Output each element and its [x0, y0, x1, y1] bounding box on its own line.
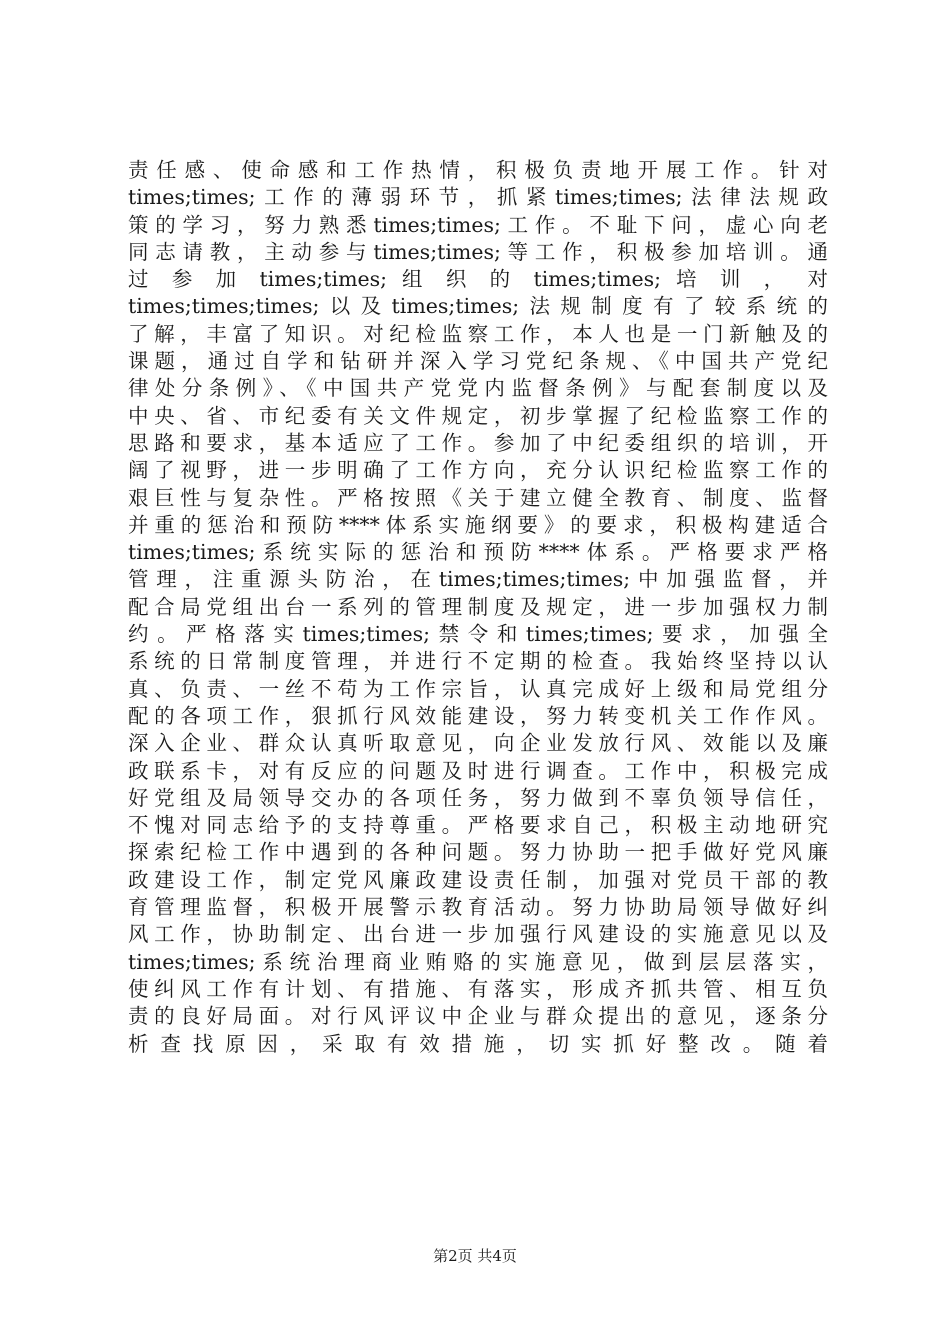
- text-line: 阔了视野，进一步明确了工作方向，充分认识纪检监察工作的: [128, 458, 828, 483]
- text-line: 中央、省、市纪委有关文件规定，初步掌握了纪检监察工作的: [128, 403, 828, 428]
- text-line: 政联系卡，对有反应的问题及时进行调查。工作中，积极完成: [128, 758, 828, 783]
- text-line: 过 参 加 times;times; 组 织 的 times;times; 培 训 ， 对: [128, 267, 828, 292]
- text-line: 责的良好局面。对行风评议中企业与群众提出的意见，逐条分: [128, 1004, 828, 1029]
- text-line: 律处分条例》、《中国共产党党内监督条例》与配套制度以及: [128, 376, 828, 401]
- text-line: times;times;工作的薄弱环节，抓紧times;times;法律法规政: [128, 185, 828, 210]
- text-line: 使纠风工作有计划、有措施、有落实，形成齐抓共管、相互负: [128, 976, 828, 1001]
- text-line: 深入企业、群众认真听取意见，向企业发放行风、效能以及廉: [128, 731, 828, 756]
- text-line: 课题，通过自学和钻研并深入学习党纪条规、《中国共产党纪: [128, 349, 828, 374]
- text-line: 约。严格落实times;times;禁令和times;times;要求，加强全: [128, 622, 828, 647]
- text-line: times;times;系统治理商业贿赂的实施意见，做到层层落实，: [128, 949, 828, 974]
- text-line: 了解，丰富了知识。对纪检监察工作，本人也是一门新触及的: [128, 321, 828, 346]
- text-line: 育管理监督，积极开展警示教育活动。努力协助局领导做好纠: [128, 895, 828, 920]
- text-line: 同志请教，主动参与times;times;等工作，积极参加培训。通: [128, 239, 828, 264]
- text-line: 艰巨性与复杂性。严格按照《关于建立健全教育、制度、监督: [128, 485, 828, 510]
- text-line: 不愧对同志给予的支持尊重。严格要求自己，积极主动地研究: [128, 813, 828, 838]
- text-line: 思路和要求，基本适应了工作。参加了中纪委组织的培训，开: [128, 430, 828, 455]
- text-line: 探索纪检工作中遇到的各种问题。努力协助一把手做好党风廉: [128, 840, 828, 865]
- text-line: 配的各项工作，狠抓行风效能建设，努力转变机关工作作风。: [128, 703, 828, 728]
- text-line: 析 查 找 原 因 ， 采 取 有 效 措 施 ， 切 实 抓 好 整 改 。 随 着: [128, 1031, 828, 1056]
- text-line: 系统的日常制度管理，并进行不定期的检查。我始终坚持以认: [128, 649, 828, 674]
- text-line: times;times;系统实际的惩治和预防****体系。严格要求严格: [128, 540, 828, 565]
- text-line: 真、负责、一丝不苟为工作宗旨，认真完成好上级和局党组分: [128, 676, 828, 701]
- text-line: 风工作，协助制定、出台进一步加强行风建设的实施意见以及: [128, 922, 828, 947]
- text-line: 管理，注重源头防治，在times;times;times;中加强监督，并: [128, 567, 828, 592]
- text-line: 政建设工作，制定党风廉政建设责任制，加强对党员干部的教: [128, 867, 828, 892]
- body-text: [128, 157, 828, 1058]
- text-line: 配合局党组出台一系列的管理制度及规定，进一步加强权力制: [128, 594, 828, 619]
- text-line: 好党组及局领导交办的各项任务，努力做到不辜负领导信任，: [128, 785, 828, 810]
- text-line: times;times;times;以及times;times;法规制度有了较系统的: [128, 294, 828, 319]
- page-footer: 第2页 共4页: [433, 1247, 517, 1265]
- text-line: 责任感、使命感和工作热情，积极负责地开展工作。针对: [128, 158, 828, 182]
- text-line: 策的学习，努力熟悉times;times;工作。不耻下问，虚心向老: [128, 212, 828, 237]
- text-line: 并重的惩治和预防****体系实施纲要》的要求，积极构建适合: [128, 512, 828, 537]
